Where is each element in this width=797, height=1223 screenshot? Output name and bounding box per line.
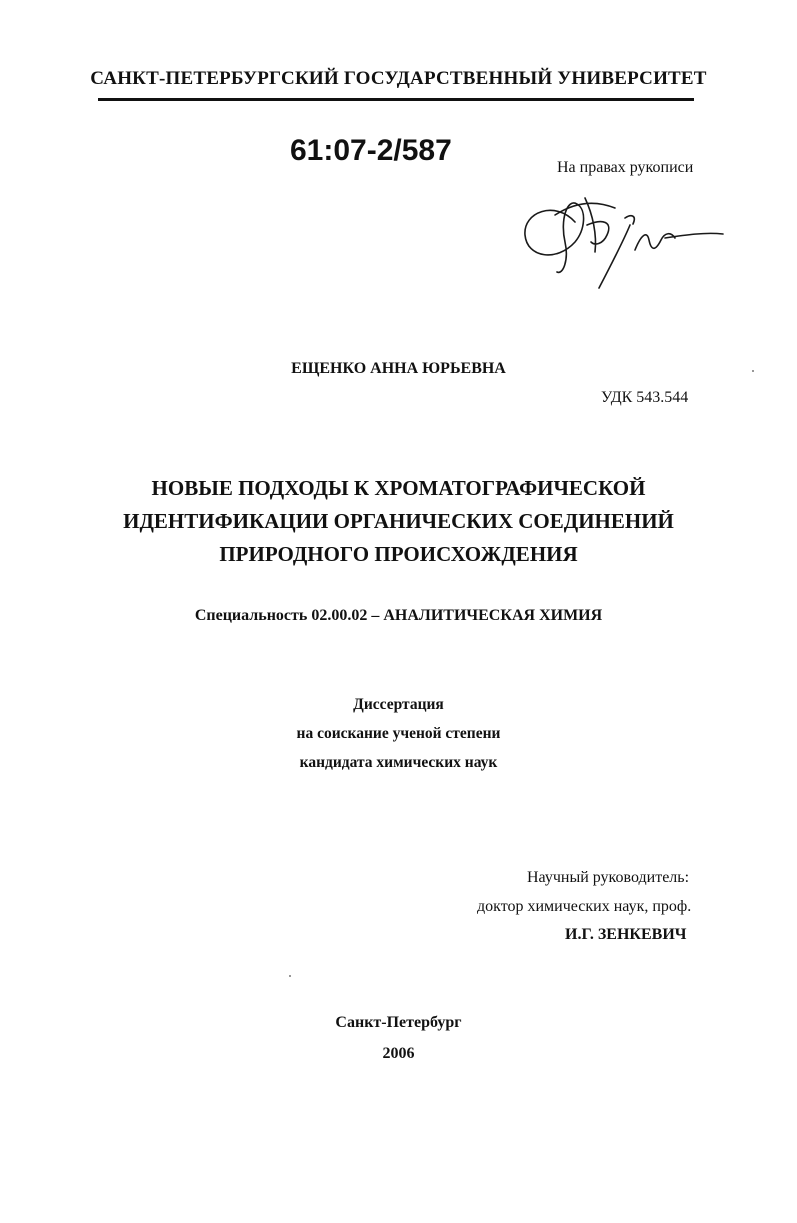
scan-speck: [289, 975, 291, 977]
degree-statement: [0, 690, 797, 777]
university-name: САНКТ-ПЕТЕРБУРГСКИЙ ГОСУДАРСТВЕННЫЙ УНИВЕРСИТЕТ: [90, 68, 707, 89]
rights-note: На правах рукописи: [557, 159, 694, 176]
specialty: Специальность 02.00.02 – АНАЛИТИЧЕСКАЯ ХИМИЯ: [194, 607, 603, 624]
advisor-label: Научный руководитель:: [527, 869, 690, 886]
scan-speck: [752, 370, 754, 372]
dissertation-title: [0, 472, 797, 571]
catalog-code: 61:07-2/587: [290, 134, 452, 167]
advisor-degree: доктор химических наук, проф.: [477, 898, 692, 915]
degree-line: Диссертация: [353, 696, 444, 713]
handwritten-signature-icon: [515, 180, 730, 295]
udk-code: УДК 543.544: [601, 389, 689, 406]
degree-line: кандидата химических наук: [299, 754, 498, 771]
year: 2006: [382, 1045, 415, 1062]
title-line: НОВЫЕ ПОДХОДЫ К ХРОМАТОГРАФИЧЕСКОЙ: [151, 476, 646, 500]
city: Санкт-Петербург: [335, 1014, 462, 1031]
header-rule: [98, 98, 694, 101]
title-line: ИДЕНТИФИКАЦИИ ОРГАНИЧЕСКИХ СОЕДИНЕНИЙ: [123, 509, 674, 533]
degree-line: на соискание ученой степени: [296, 725, 501, 742]
title-line: ПРИРОДНОГО ПРОИСХОЖДЕНИЯ: [219, 542, 578, 566]
author-name: ЕЩЕНКО АННА ЮРЬЕВНА: [291, 360, 506, 377]
advisor-name: И.Г. ЗЕНКЕВИЧ: [565, 926, 687, 943]
